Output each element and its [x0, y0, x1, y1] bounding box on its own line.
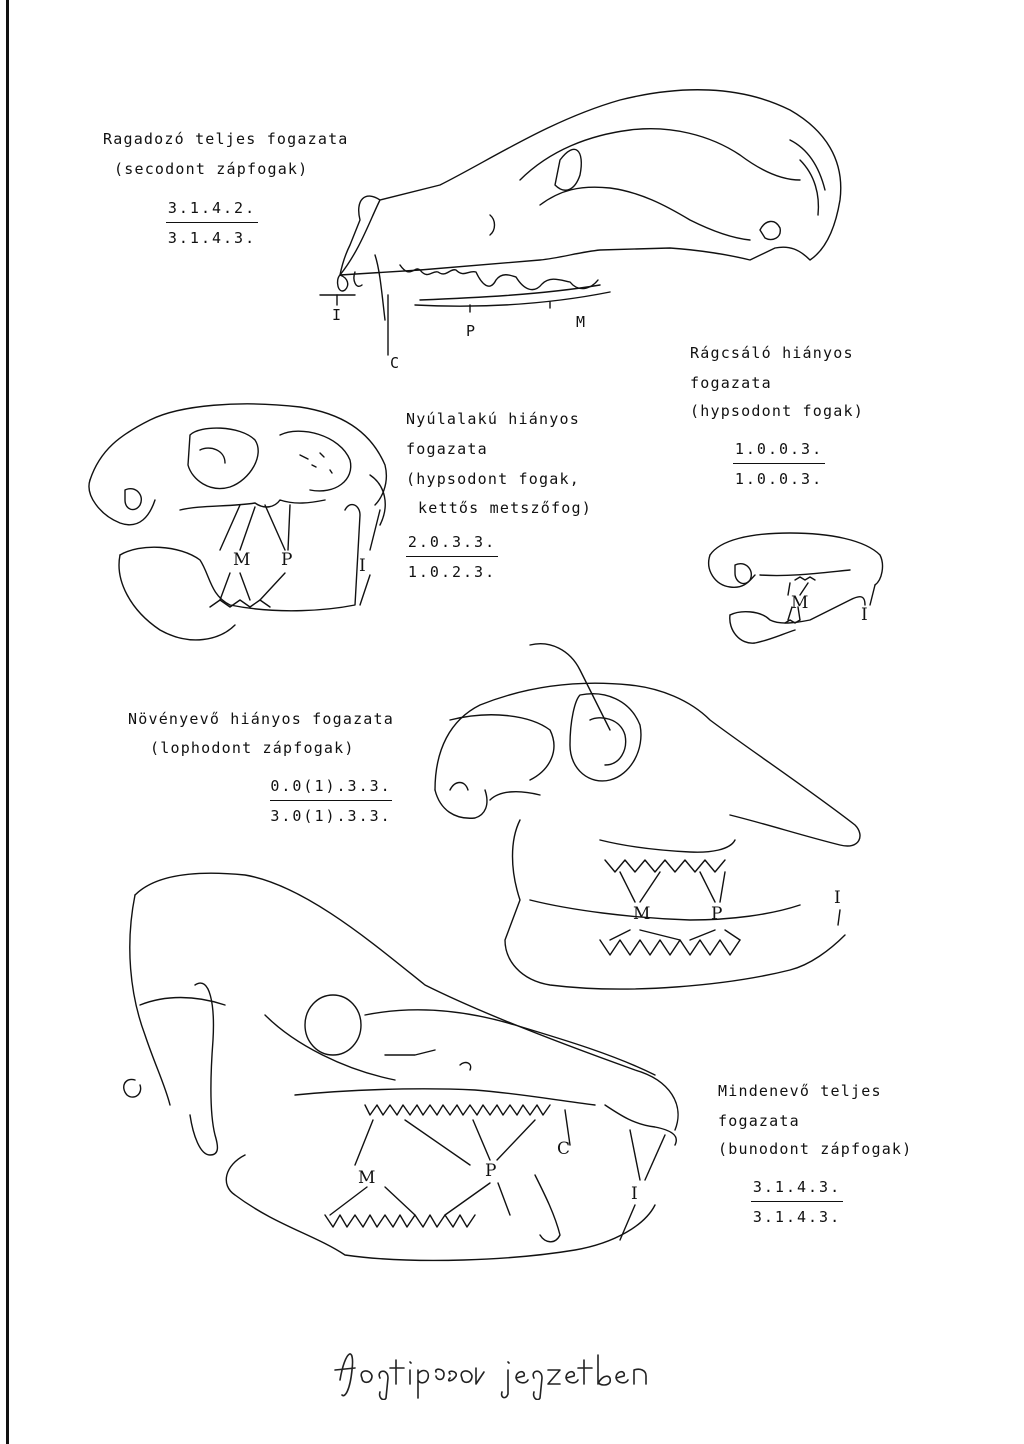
- omnivore-label-canine: C: [557, 1139, 571, 1159]
- rodent-label-incisor: I: [861, 605, 868, 625]
- lagomorph-formula-lower: 1.0.2.3.: [407, 563, 497, 581]
- lagomorph-line3: (hypsodont fogak,: [406, 470, 580, 488]
- carnivore-title: Ragadozó teljes fogazata: [103, 130, 349, 148]
- herbivore-label-premolar: P: [711, 904, 723, 924]
- lagomorph-label-molar: M: [233, 550, 251, 570]
- omnivore-label-molar: M: [358, 1168, 376, 1188]
- handwritten-caption-signature: [330, 1340, 700, 1400]
- herbivore-label-incisor: I: [834, 888, 841, 908]
- lagomorph-formula: [406, 533, 498, 581]
- omnivore-title: Mindenevő teljes: [718, 1082, 882, 1100]
- herbivore-subtitle: (lophodont zápfogak): [150, 739, 355, 757]
- omnivore-label-incisor: I: [631, 1184, 638, 1204]
- omnivore-label-premolar: P: [485, 1161, 497, 1181]
- rodent-formula-lower: 1.0.0.3.: [734, 470, 824, 488]
- omnivore-skull-drawing: [115, 865, 695, 1295]
- rodent-title: Rágcsáló hiányos: [690, 344, 854, 362]
- rodent-line2: fogazata: [690, 374, 772, 392]
- carnivore-formula-upper: 3.1.4.2.: [166, 199, 258, 223]
- carnivore-subtitle: (secodont zápfogak): [114, 160, 309, 178]
- lagomorph-formula-upper: 2.0.3.3.: [406, 533, 498, 557]
- omnivore-formula: [751, 1178, 843, 1226]
- lagomorph-line2: fogazata: [406, 440, 488, 458]
- carnivore-skull-drawing: [320, 80, 860, 380]
- rodent-label-molar: M: [791, 593, 809, 613]
- omnivore-formula-upper: 3.1.4.3.: [751, 1178, 843, 1202]
- lagomorph-line4: kettős metszőfog): [418, 499, 592, 517]
- page-border-line: [6, 0, 9, 1444]
- lagomorph-skull-drawing: [80, 395, 400, 660]
- carnivore-formula-lower: 3.1.4.3.: [167, 229, 257, 247]
- omnivore-formula-lower: 3.1.4.3.: [752, 1208, 842, 1226]
- carnivore-label-molar: M: [576, 313, 586, 331]
- herbivore-formula-lower: 3.0(1).3.3.: [270, 807, 392, 825]
- rodent-formula: [733, 440, 825, 488]
- lagomorph-title: Nyúlalakú hiányos: [406, 410, 580, 428]
- herbivore-formula-upper: 0.0(1).3.3.: [270, 777, 392, 801]
- carnivore-label-canine: C: [390, 354, 400, 372]
- carnivore-label-incisor: I: [332, 306, 342, 324]
- herbivore-formula: [270, 777, 392, 825]
- herbivore-label-molar: M: [633, 904, 651, 924]
- carnivore-label-premolar: P: [466, 322, 476, 340]
- omnivore-line2: fogazata: [718, 1112, 800, 1130]
- lagomorph-label-premolar: P: [281, 550, 293, 570]
- lagomorph-label-incisor: I: [359, 556, 366, 576]
- rodent-formula-upper: 1.0.0.3.: [733, 440, 825, 464]
- herbivore-title: Növényevő hiányos fogazata: [128, 710, 394, 728]
- rodent-line3: (hypsodont fogak): [690, 402, 864, 420]
- omnivore-line3: (bunodont zápfogak): [718, 1140, 913, 1158]
- carnivore-formula: [166, 199, 258, 247]
